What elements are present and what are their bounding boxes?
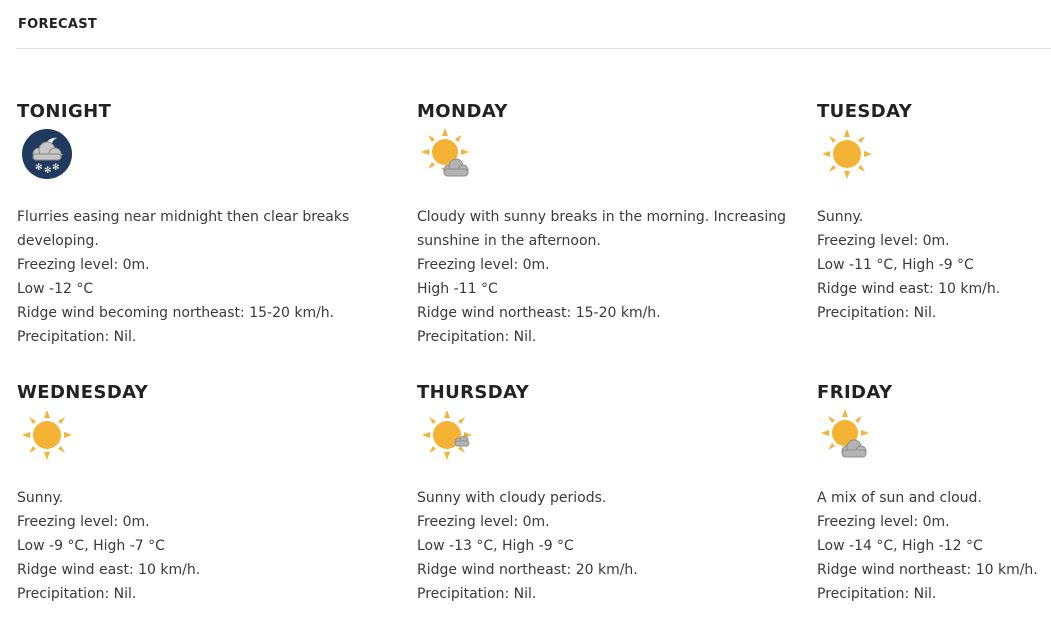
precipitation-text: Precipitation: Nil. [417, 329, 537, 345]
ridge-wind-text: Ridge wind becoming northeast: 15-20 km/h. [17, 305, 335, 321]
conditions-text: Flurries easing near midnight then clear breaks developing. [17, 209, 350, 249]
sun-cloud-icon [819, 407, 875, 463]
forecast-day-tonight [17, 101, 407, 345]
day-title: THURSDAY [417, 382, 530, 403]
day-details [417, 205, 807, 349]
ridge-wind-text: Ridge wind northeast: 20 km/h. [417, 562, 638, 578]
day-details [817, 205, 1047, 325]
forecast-day-friday [817, 382, 1047, 602]
svg-text:✻: ✻ [52, 163, 60, 173]
ridge-wind-text: Ridge wind northeast: 15-20 km/h. [417, 305, 661, 321]
day-details [17, 486, 407, 606]
day-title: MONDAY [417, 101, 508, 122]
freezing-level-text: Freezing level: 0m. [417, 257, 550, 273]
forecast-day-wednesday [17, 382, 407, 602]
day-title: TUESDAY [817, 101, 913, 122]
sun-cloud-icon [419, 126, 475, 182]
night-cloud-snow-icon [19, 126, 75, 182]
precipitation-text: Precipitation: Nil. [817, 305, 937, 321]
forecast-day-tuesday [817, 101, 1047, 321]
sun-icon [19, 407, 75, 463]
header-divider [16, 48, 1051, 49]
conditions-text: Sunny. [17, 490, 64, 506]
conditions-text: Sunny with cloudy periods. [417, 490, 607, 506]
day-details [17, 205, 407, 349]
freezing-level-text: Freezing level: 0m. [17, 514, 150, 530]
temperature-text: Low -13 °C, High -9 °C [417, 538, 574, 554]
ridge-wind-text: Ridge wind east: 10 km/h. [817, 281, 1001, 297]
temperature-text: High -11 °C [417, 281, 498, 297]
forecast-day-thursday [417, 382, 807, 602]
freezing-level-text: Freezing level: 0m. [417, 514, 550, 530]
precipitation-text: Precipitation: Nil. [17, 329, 137, 345]
conditions-text: Sunny. [817, 209, 864, 225]
temperature-text: Low -12 °C [17, 281, 94, 297]
day-title: TONIGHT [17, 101, 112, 122]
conditions-text: Cloudy with sunny breaks in the morning. Increasing sunshine in the afternoon. [417, 209, 786, 249]
forecast-day-monday [417, 101, 807, 345]
day-title: FRIDAY [817, 382, 893, 403]
temperature-text: Low -14 °C, High -12 °C [817, 538, 983, 554]
svg-text:✻: ✻ [44, 166, 52, 176]
freezing-level-text: Freezing level: 0m. [817, 514, 950, 530]
precipitation-text: Precipitation: Nil. [417, 586, 537, 602]
freezing-level-text: Freezing level: 0m. [817, 233, 950, 249]
day-title: WEDNESDAY [17, 382, 149, 403]
ridge-wind-text: Ridge wind east: 10 km/h. [17, 562, 201, 578]
freezing-level-text: Freezing level: 0m. [17, 257, 150, 273]
conditions-text: A mix of sun and cloud. [817, 490, 982, 506]
forecast-heading: FORECAST [18, 17, 98, 32]
ridge-wind-text: Ridge wind northeast: 10 km/h. [817, 562, 1038, 578]
precipitation-text: Precipitation: Nil. [817, 586, 937, 602]
day-details [817, 486, 1047, 606]
sun-small-cloud-icon [419, 407, 475, 463]
day-details [417, 486, 807, 606]
temperature-text: Low -9 °C, High -7 °C [17, 538, 165, 554]
precipitation-text: Precipitation: Nil. [17, 586, 137, 602]
sun-icon [819, 126, 875, 182]
temperature-text: Low -11 °C, High -9 °C [817, 257, 974, 273]
svg-text:✻: ✻ [35, 163, 43, 173]
